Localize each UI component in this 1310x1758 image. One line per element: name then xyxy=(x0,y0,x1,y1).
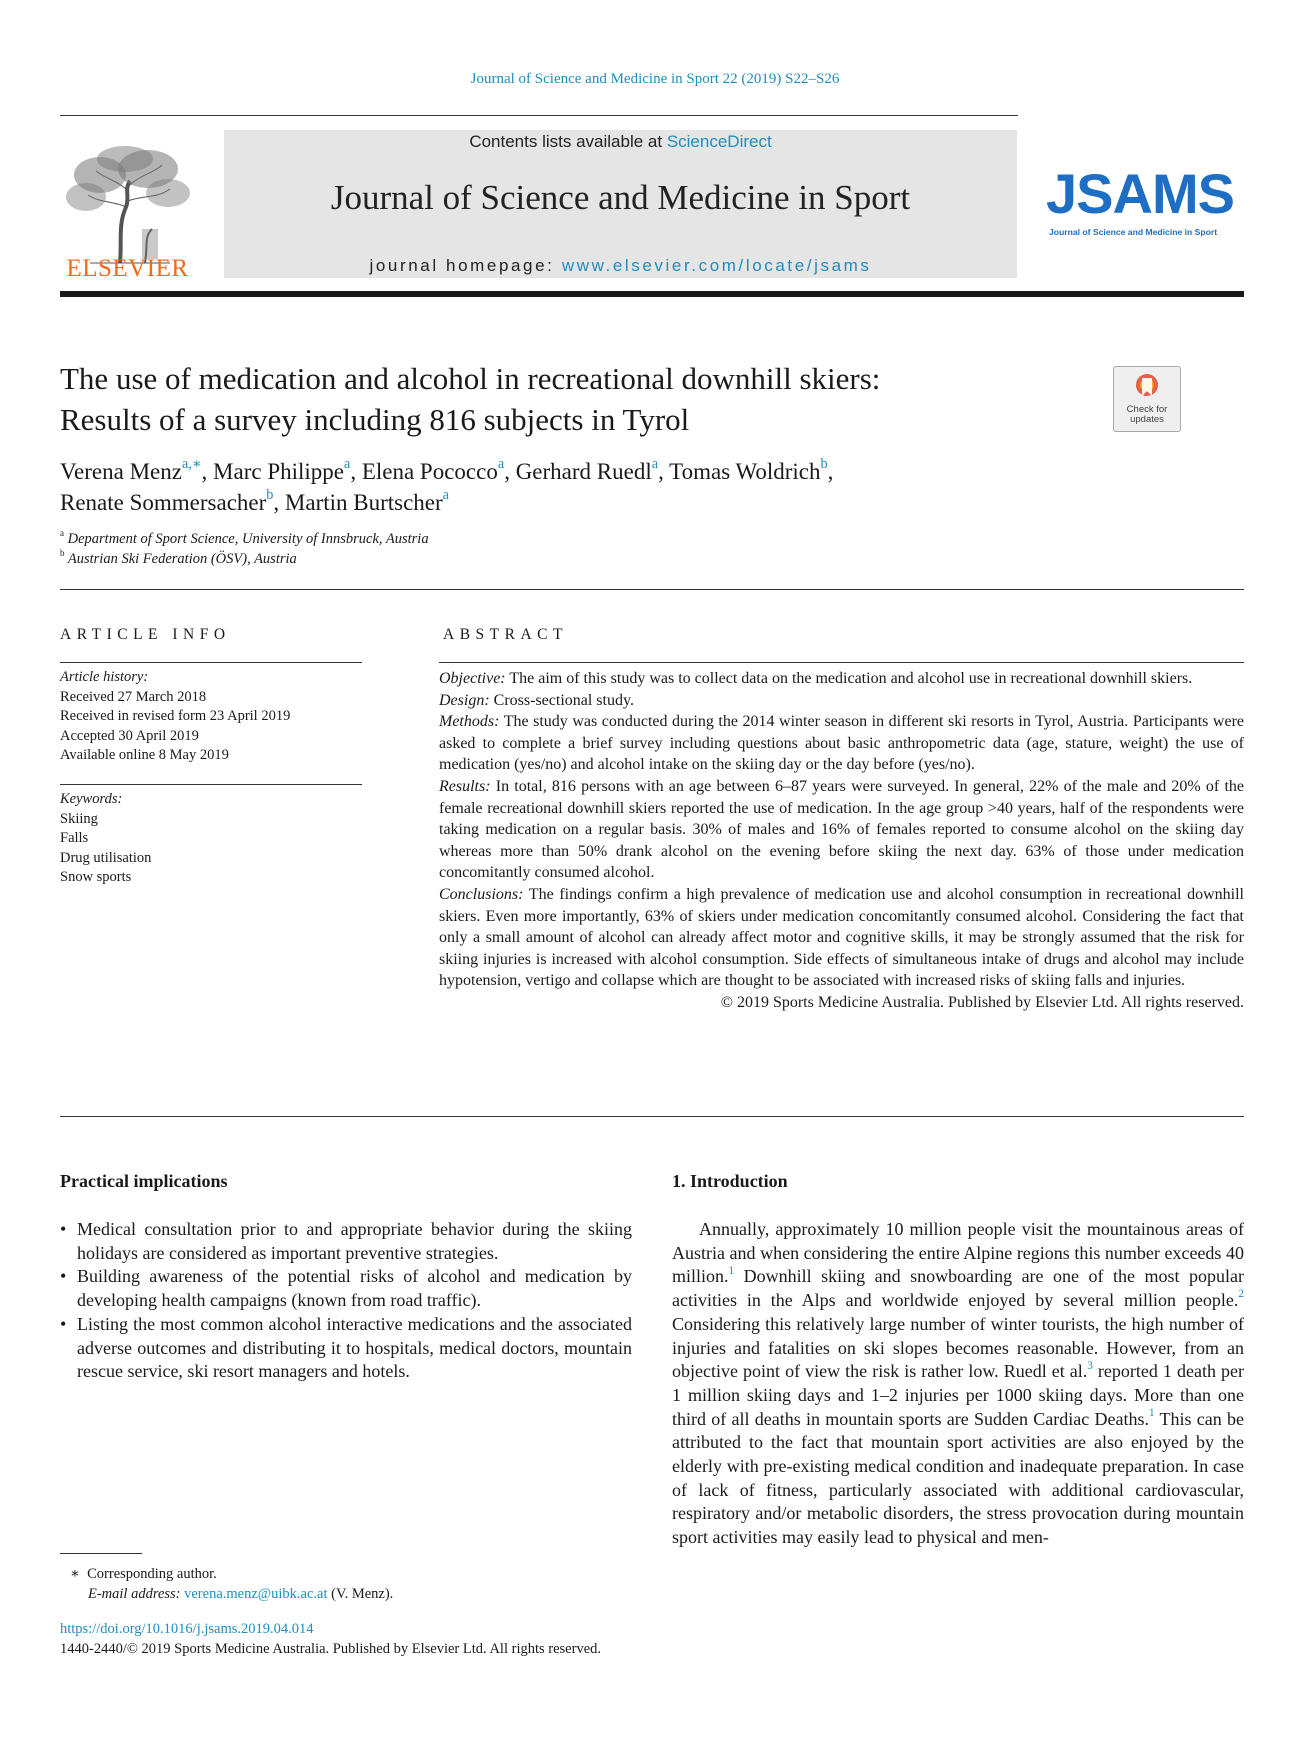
article-info-divider xyxy=(60,784,362,785)
list-item: • Building awareness of the potential risks of alcohol and medication by developing health campaigns (known from road traffic). xyxy=(60,1266,632,1311)
author-name: Tomas Woldrich xyxy=(669,459,821,484)
author-affiliation-marker[interactable]: b xyxy=(266,487,274,504)
header-divider xyxy=(60,291,1244,297)
abstract-results: Results: In total, 816 persons with an age between 6–87 years were surveyed. In general, 22% of the male and 20% of the female recreational downhill skiers reported the use of medication. In the age group >40 years, half of the respondents were taking medication on a regular basis. 30% of males and 16% of females reported to consume alcohol on the skiing day whereas more than 50% drank alcohol on the evening before skiing the next day. 63% of those under medication concomitantly consumed alcohol. xyxy=(439,777,1244,882)
footnote-divider xyxy=(60,1553,142,1554)
article-info-divider xyxy=(60,662,362,663)
keywords-label: Keywords: xyxy=(60,791,123,807)
abstract-divider xyxy=(439,662,1244,663)
article-title: The use of medication and alcohol in recreational downhill skiers: Results of a survey including 816 subjects in Tyrol xyxy=(60,361,881,437)
keyword-item: Falls xyxy=(60,830,89,846)
author-affiliation-marker[interactable]: a xyxy=(344,456,351,473)
practical-implications-heading: Practical implications xyxy=(60,1171,228,1191)
history-item: Available online 8 May 2019 xyxy=(60,747,229,763)
jsams-logo[interactable]: JSAMS xyxy=(1046,162,1234,225)
author-affiliation-marker[interactable]: a xyxy=(651,456,659,473)
homepage-line: journal homepage: www.elsevier.com/locate/jsams xyxy=(369,256,872,275)
keyword-item: Snow sports xyxy=(60,869,132,885)
bullet-icon: • xyxy=(60,1266,67,1287)
article-history xyxy=(60,668,290,766)
author-list: Verena Menz$^{a,∗}$, Marc Philippe$^a$, Elena Pococco$^a$, Gerhard Ruedl$^a$, Tomas Woldrich$^b$, Renate Sommersacher$^b$, Martin Burtscher$^a$ xyxy=(60,456,834,515)
history-item: Accepted 30 April 2019 xyxy=(60,727,199,744)
elsevier-logo[interactable]: ELSEVIER xyxy=(66,255,189,282)
bookmark-icon xyxy=(1133,372,1161,402)
list-item: • Medical consultation prior to and appropriate behavior during the skiing holidays are considered as important preventive strategies. xyxy=(60,1219,632,1263)
journal-banner xyxy=(224,130,1017,278)
reference-link[interactable]: 1 xyxy=(728,1264,735,1277)
keywords xyxy=(60,790,151,888)
list-item: • Listing the most common alcohol interactive medications and the associated adverse outcomes and distributing it to hospitals, medical doctors, mountain rescue service, ski resort managers and hotels. xyxy=(60,1313,632,1382)
author-name: Gerhard Ruedl xyxy=(515,459,652,484)
practical-implications-list xyxy=(60,1218,632,1384)
journal-citation[interactable]: Journal of Science and Medicine in Sport 22 (2019) S22–S26 xyxy=(470,71,840,87)
reference-link[interactable]: 1 xyxy=(1149,1406,1155,1419)
author-affiliation-marker[interactable]: b xyxy=(820,456,828,473)
abstract-design: Design: Cross-sectional study. xyxy=(439,691,634,709)
journal-name: Journal of Science and Medicine in Sport xyxy=(330,178,911,217)
author-name: Marc Philippe xyxy=(213,459,344,484)
author-affiliation-marker[interactable]: a xyxy=(497,456,505,473)
affiliation-b: $^b$ Austrian Ski Federation (ÖSV), Austria xyxy=(60,547,297,567)
author-affiliation-marker[interactable]: a,∗ xyxy=(181,456,202,473)
reference-link[interactable]: 3 xyxy=(1087,1359,1093,1372)
abstract-copyright: © 2019 Sports Medicine Australia. Published by Elsevier Ltd. All rights reserved. xyxy=(720,993,1244,1011)
check-for-updates-label: Check for updates xyxy=(1126,404,1168,425)
jsams-subtitle: Journal of Science and Medicine in Sport xyxy=(1049,227,1218,237)
check-for-updates-button[interactable] xyxy=(1113,366,1181,432)
author-name: Verena Menz xyxy=(60,459,182,484)
author-name: Martin Burtscher xyxy=(284,490,443,515)
abstract-methods: Methods: The study was conducted during the 2014 winter season in different ski resorts in Tyrol, Austria. Participants were asked to complete a brief survey including questions about basic anthropometric data (age, stature, weight) the use of medication (yes/no) and alcohol intake on the skiing day or the day before (yes/no). xyxy=(439,713,1244,774)
introduction-body: Annually, approximately 10 million people visit the mountainous areas of Austria and when considering the entire Alpine regions this number exceeds 40 million.$^1$ Downhill skiing and snowboarding are one of the most popular activities in the Alps and worldwide enjoyed by several million people.$^2$ Considering this relatively large number of winter tourists, the high number of injuries and fatalities on ski slopes becomes reasonable. However, from an objective point of view the risk is rather low. Ruedl et al.$^3$ reported 1 death per 1 million skiing days and 1–2 injuries per 1000 skiing days. More than one third of all deaths in mountain sports are Sudden Cardiac Deaths.$^1$ This can be attributed to the fact that mountain sport activities are also enjoyed by the elderly with pre-existing medical condition and inadequate preparation. In case of lack of fitness, particularly associated with additional cardiovascular, respiratory and/or metabolic disorders, the stress provocation during mountain sport activities may easily lead to physical and men- xyxy=(672,1219,1245,1548)
history-item: Received in revised form 23 April 2019 xyxy=(60,708,291,724)
author-name: Renate Sommersacher xyxy=(60,490,267,515)
introduction-heading: 1. Introduction xyxy=(672,1171,788,1191)
sciencedirect-link[interactable]: ScienceDirect xyxy=(666,132,772,151)
article-info-heading: ARTICLE INFO xyxy=(60,626,231,643)
doi-link[interactable]: https://doi.org/10.1016/j.jsams.2019.04.014 xyxy=(60,1621,314,1637)
email-link[interactable]: verena.menz@uibk.ac.at xyxy=(184,1586,328,1602)
abstract-body xyxy=(439,668,1244,1014)
abstract-heading: ABSTRACT xyxy=(443,626,568,643)
top-divider xyxy=(60,115,1018,116)
history-item: Received 27 March 2018 xyxy=(60,688,207,705)
contents-line: Contents lists available at ScienceDirect xyxy=(469,132,772,151)
affiliation-a: $^a$ Department of Sport Science, University of Innsbruck, Austria xyxy=(60,527,429,547)
homepage-link[interactable]: www.elsevier.com/locate/jsams xyxy=(561,256,872,275)
reference-link[interactable]: 2 xyxy=(1238,1288,1244,1301)
history-label: Article history: xyxy=(60,669,149,685)
section-divider xyxy=(60,1116,1244,1117)
author-affiliation-marker[interactable]: a xyxy=(442,487,449,504)
abstract-objective: Objective: The aim of this study was to collect data on the medication and alcohol use in recreational downhill skiers. xyxy=(439,670,1193,687)
author-name: Elena Pococco xyxy=(361,459,498,484)
keyword-item: Drug utilisation xyxy=(60,849,152,866)
keyword-item: Skiing xyxy=(60,810,98,827)
corresponding-author-footnote: ∗ Corresponding author. E-mail address: verena.menz@uibk.ac.at (V. Menz). xyxy=(70,1566,394,1602)
issn-copyright: 1440-2440/© 2019 Sports Medicine Australia. Published by Elsevier Ltd. All rights reserved. xyxy=(60,1641,602,1657)
section-divider xyxy=(60,589,1244,590)
bullet-icon: • xyxy=(60,1219,67,1239)
bullet-icon: • xyxy=(60,1313,67,1334)
abstract-conclusions: Conclusions: The findings confirm a high prevalence of medication use and alcohol consumption in recreational downhill skiers. Even more importantly, 63% of skiers under medication concomitantly consumed alcohol. Considering the fact that only a small amount of alcohol can already affect motor and cognitive skills, it may be strongly assumed that the risk for skiing injuries is increased with alcohol consumption. Side effects of simultaneous intake of drugs and alcohol may include hypotension, vertigo and collapse which are thought to be associated with increased risks of skiing falls and injuries. xyxy=(439,885,1244,990)
